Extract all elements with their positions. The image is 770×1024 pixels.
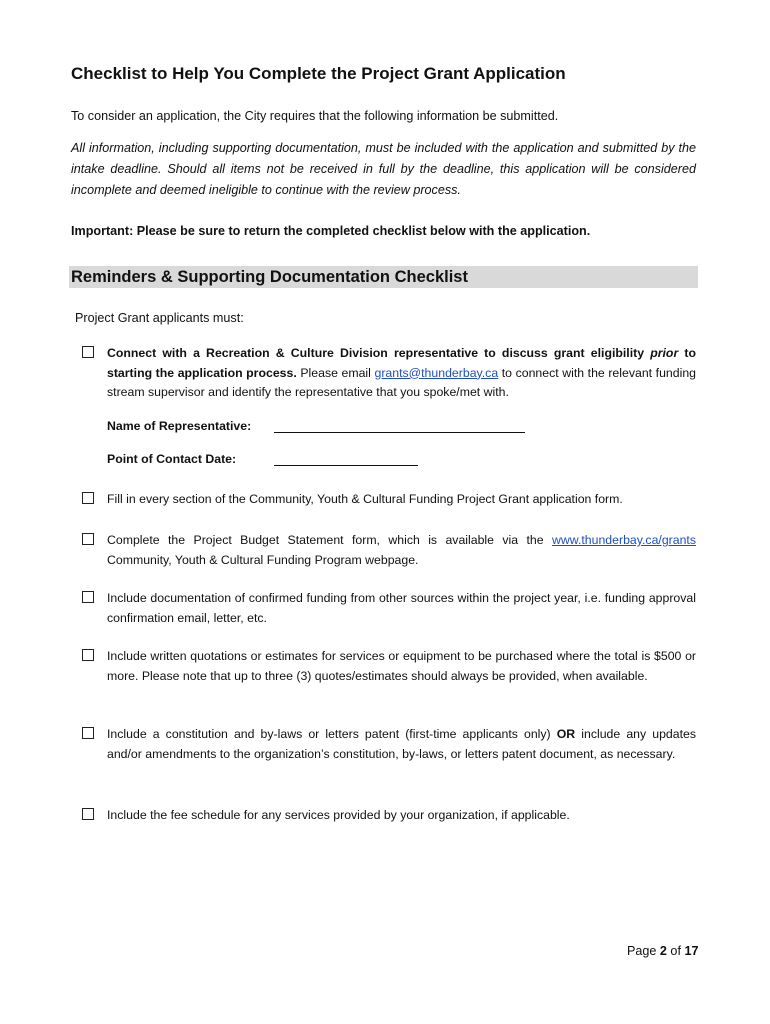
budget-text-2: Community, Youth & Cultural Funding Program webpage.: [107, 552, 419, 567]
checklist-item-fill: Fill in every section of the Community, Youth & Cultural Funding Project Grant application form.: [107, 492, 623, 506]
intro-text: To consider an application, the City requires that the following information be submitted.: [71, 109, 559, 123]
important-notice: Important: Please be sure to return the completed checklist below with the application.: [71, 224, 591, 238]
connect-text: Please email: [296, 365, 375, 380]
page-total: 17: [684, 944, 699, 958]
representative-name-label: Name of Representative:: [107, 419, 252, 433]
checkbox-quotations[interactable]: [82, 649, 94, 661]
checkbox-fee-schedule[interactable]: [82, 808, 94, 820]
page-current: 2: [659, 944, 667, 958]
connect-text-2: to connect with the relevant funding stream supervisor and identify the representative that you spoke/met with.: [107, 365, 697, 399]
section-title: Reminders & Supporting Documentation Checklist: [71, 268, 468, 286]
grants-web-link[interactable]: www.thunderbay.ca/grants: [552, 533, 696, 547]
page-title: Checklist to Help You Complete the Project Grant Application: [71, 64, 566, 83]
checkbox-connect-representative[interactable]: [82, 346, 94, 358]
representative-name-field[interactable]: [274, 432, 525, 433]
checkbox-budget-statement[interactable]: [82, 533, 94, 545]
deadline-notice: All information, including supporting documentation, must be included with the application and submitted by the intake deadline. Should all items not be received in full by the deadline, this application will be considered incomplete and deemed ineligible to continue with the review process.: [71, 141, 696, 197]
connect-prior-text: prior: [650, 346, 679, 360]
contact-date-field[interactable]: [274, 465, 418, 466]
connect-bold-text: Connect with a Recreation & Culture Division representative to discuss grant eligibility: [107, 346, 651, 360]
checklist-item-constitution: [107, 725, 696, 764]
contact-date-label: Point of Contact Date:: [107, 452, 237, 466]
checkbox-fill-form[interactable]: [82, 492, 94, 504]
applicants-intro: Project Grant applicants must:: [75, 311, 244, 325]
constitution-or: OR: [556, 727, 576, 741]
page-number: [627, 944, 698, 958]
constitution-text-2: include any updates and/or amendments to the organization’s constitution, by-laws, or letters patent document, as necessary.: [107, 727, 696, 761]
checklist-item-budget: [107, 531, 696, 570]
checklist-item-connect: [107, 344, 696, 403]
page-of-label: of: [666, 944, 685, 958]
checklist-item-funding: Include documentation of confirmed funding from other sources within the project year, i.e. funding approval confirmation email, letter, etc.: [107, 591, 696, 625]
connect-bold-text-2: to starting the application process.: [107, 346, 696, 380]
checkbox-confirmed-funding[interactable]: [82, 591, 94, 603]
checklist-item-fees: Include the fee schedule for any services provided by your organization, if applicable.: [107, 808, 570, 822]
page-label: Page: [627, 944, 660, 958]
constitution-text: Include a constitution and by-laws or letters patent (first-time applicants only): [107, 727, 557, 741]
checkbox-constitution[interactable]: [82, 727, 94, 739]
checklist-item-quotes: Include written quotations or estimates for services or equipment to be purchased where the total is $500 or more. Please note that up to three (3) quotes/estimates should always be provided, when available.: [107, 649, 696, 683]
budget-text: Complete the Project Budget Statement form, which is available via the: [107, 533, 552, 547]
email-link[interactable]: grants@thunderbay.ca: [374, 365, 499, 380]
